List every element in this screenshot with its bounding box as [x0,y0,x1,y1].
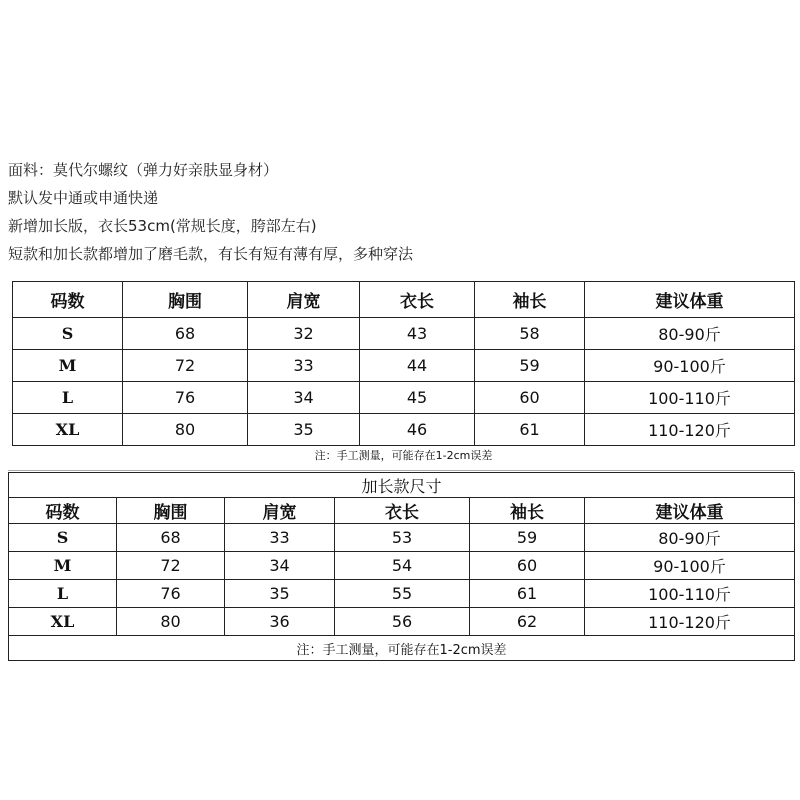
cell-sleeve: 60 [470,552,585,580]
cell-length: 55 [335,580,470,608]
cell-sleeve: 61 [475,414,585,446]
cell-sleeve: 59 [470,524,585,552]
header-sleeve: 袖长 [475,282,585,318]
cell-length: 46 [360,414,475,446]
long-version-line: 新增加长版，衣长53cm(常规长度，胯部左右) [8,217,317,235]
cell-sleeve: 59 [475,350,585,382]
table-row [13,318,795,350]
long-size-title: 加长款尺寸 [9,473,795,498]
cell-length: 44 [360,350,475,382]
size-chart-long [8,472,795,661]
table-header-row [13,282,795,318]
table-note-row [9,636,795,661]
cell-weight: 110-120斤 [585,608,795,636]
table-row [13,350,795,382]
section-divider [8,470,794,471]
cell-weight: 90-100斤 [585,350,795,382]
cell-shoulder: 33 [225,524,335,552]
table-title-row [9,473,795,498]
cell-shoulder: 35 [248,414,360,446]
cell-length: 56 [335,608,470,636]
cell-shoulder: 34 [248,382,360,414]
header-sleeve: 袖长 [470,498,585,524]
table-header-row [9,498,795,524]
header-shoulder: 肩宽 [248,282,360,318]
table-row [9,524,795,552]
cell-chest: 76 [117,580,225,608]
header-weight: 建议体重 [585,498,795,524]
cell-size: S [9,524,117,552]
cell-chest: 68 [123,318,248,350]
shipping-line: 默认发中通或申通快递 [8,189,159,207]
cell-weight: 100-110斤 [585,382,795,414]
table-row [9,552,795,580]
cell-size: M [13,350,123,382]
cell-chest: 72 [123,350,248,382]
cell-size: L [13,382,123,414]
cell-length: 53 [335,524,470,552]
cell-chest: 68 [117,524,225,552]
cell-chest: 76 [123,382,248,414]
cell-size: XL [13,414,123,446]
cell-shoulder: 35 [225,580,335,608]
cell-sleeve: 58 [475,318,585,350]
cell-weight: 110-120斤 [585,414,795,446]
table-row [9,580,795,608]
size-chart-regular [12,281,795,464]
cell-weight: 80-90斤 [585,524,795,552]
table-row [13,382,795,414]
cell-shoulder: 32 [248,318,360,350]
cell-shoulder: 33 [248,350,360,382]
cell-length: 54 [335,552,470,580]
table-note-row [13,446,795,465]
cell-chest: 80 [123,414,248,446]
header-shoulder: 肩宽 [225,498,335,524]
table-row [13,414,795,446]
cell-chest: 72 [117,552,225,580]
cell-length: 45 [360,382,475,414]
cell-sleeve: 60 [475,382,585,414]
measurement-note: 注：手工测量，可能存在1-2cm误差 [9,636,795,661]
cell-chest: 80 [117,608,225,636]
cell-sleeve: 61 [470,580,585,608]
cell-weight: 90-100斤 [585,552,795,580]
table-row [9,608,795,636]
cell-size: S [13,318,123,350]
brushed-version-line: 短款和加长款都增加了磨毛款，有长有短有薄有厚，多种穿法 [8,245,414,263]
cell-size: XL [9,608,117,636]
header-chest: 胸围 [123,282,248,318]
product-description [8,156,413,268]
cell-weight: 100-110斤 [585,580,795,608]
header-size: 码数 [9,498,117,524]
header-chest: 胸围 [117,498,225,524]
header-weight: 建议体重 [585,282,795,318]
measurement-note: 注：手工测量，可能存在1-2cm误差 [13,446,795,465]
header-length: 衣长 [335,498,470,524]
fabric-line: 面料：莫代尔螺纹（弹力好亲肤显身材） [8,161,279,179]
cell-shoulder: 34 [225,552,335,580]
cell-length: 43 [360,318,475,350]
cell-weight: 80-90斤 [585,318,795,350]
cell-shoulder: 36 [225,608,335,636]
cell-size: M [9,552,117,580]
header-size: 码数 [13,282,123,318]
cell-sleeve: 62 [470,608,585,636]
cell-size: L [9,580,117,608]
header-length: 衣长 [360,282,475,318]
